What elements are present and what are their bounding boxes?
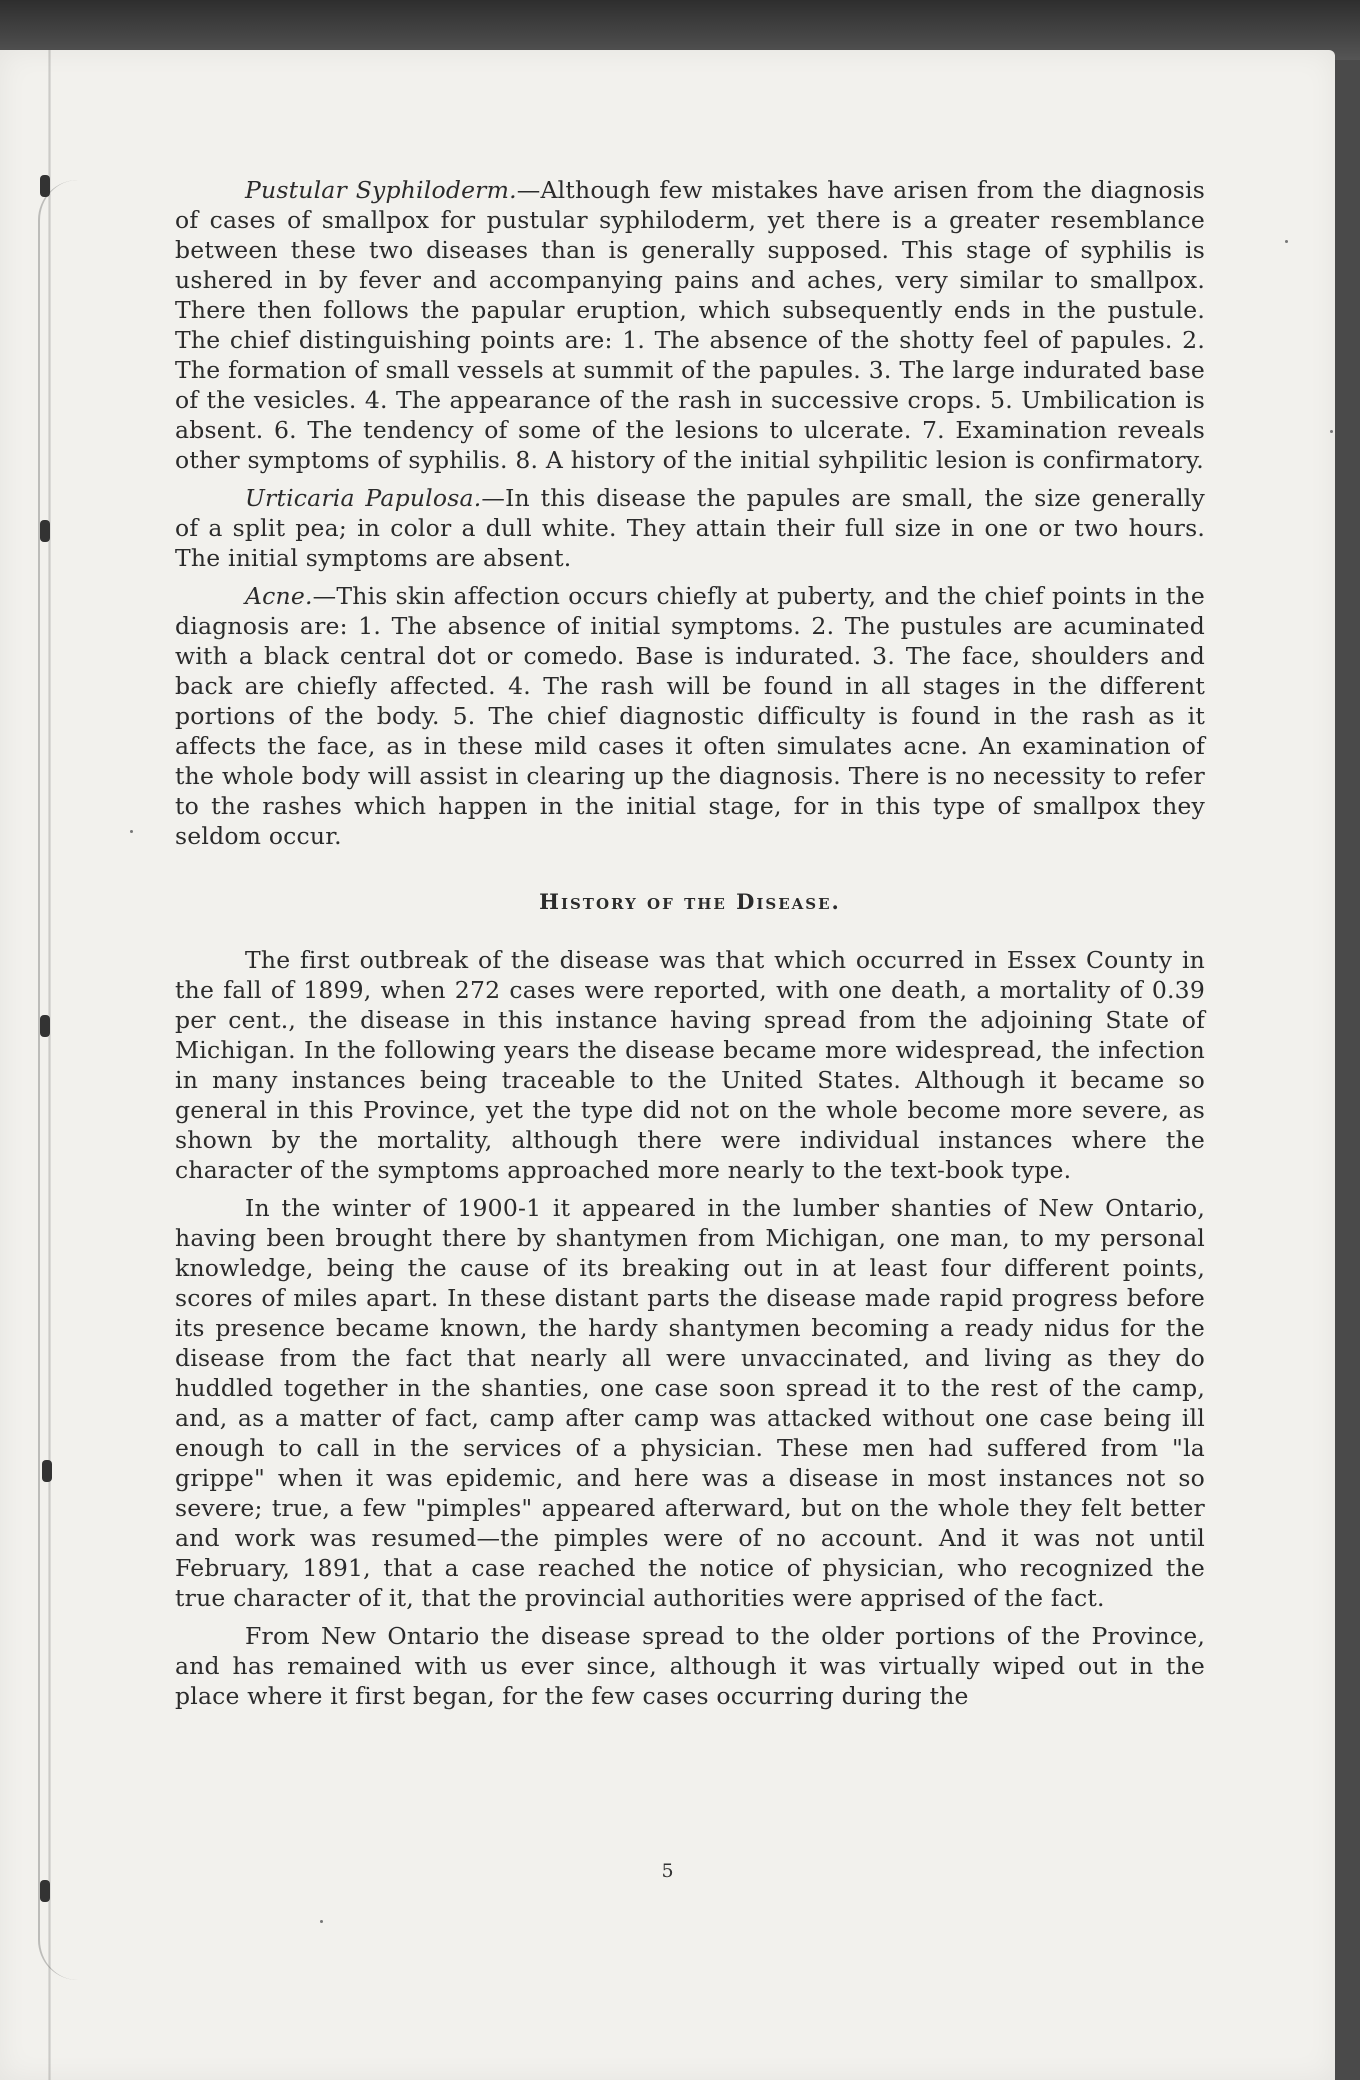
paragraph-text: —This skin affection occurs chiefly at puberty, and the chief points in the diagnosis are: 1. The absence of initial symptoms. 2. The pustules are acuminated with a black central dot or comedo. Base is indurated. 3. The face, shoulders and back are chiefly affected. 4. The rash will be found in all stages in the different portions of the body. 5. The chief diagnostic difficulty is found in the rash as it affects the face, as in these mild cases it often simulates acne. An examination of the whole body will assist in clearing up the diagnosis. There is no necessity to refer to the rashes which happen in the initial stage, for in this type of smallpox they seldom occur. xyxy=(175,582,1205,850)
paragraph-acne xyxy=(175,581,1205,851)
binding-hole xyxy=(40,175,50,197)
paragraph-text: —In this disease the papules are small, the size generally of a split pea; in color a dull white. They attain their full size in one or two hours. The initial symptoms are absent. xyxy=(175,484,1205,572)
paragraph-lead: Acne. xyxy=(245,582,313,610)
body-text xyxy=(175,175,1205,1719)
binding-hole xyxy=(40,520,50,542)
paragraph-spread: From New Ontario the disease spread to the older portions of the Province, and has remained with us ever since, although it was virtually wiped out in the place where it first began, for the few cases occurring during the xyxy=(175,1622,1205,1710)
paragraph-first-outbreak: The first outbreak of the disease was that which occurred in Essex County in the fall of 1899, when 272 cases were reported, with one death, a mortality of 0.39 per cent., the disease in this instance having spread from the adjoining State of Michigan. In the following years the disease became more widespread, the infection in many instances being traceable to the United States. Although it became so general in this Province, yet the type did not on the whole become more severe, as shown by the mortality, although there were individual instances where the character of the symptoms approached more nearly to the text-book type. xyxy=(175,946,1205,1184)
scan-speck xyxy=(320,1920,323,1923)
page-number: 5 xyxy=(661,1860,674,1882)
document-page xyxy=(0,50,1335,2080)
scan-speck xyxy=(130,830,133,833)
paragraph-new-ontario: In the winter of 1900-1 it appeared in the lumber shanties of New Ontario, having been brought there by shantymen from Michigan, one man, to my personal knowledge, being the cause of its breaking out in at least four different points, scores of miles apart. In these distant parts the disease made rapid progress before its presence became known, the hardy shantymen becoming a ready nidus for the disease from the fact that nearly all were unvaccinated, and living as they do huddled together in the shanties, one case soon spread it to the rest of the camp, and, as a matter of fact, camp after camp was attacked without one case being ill enough to call in the services of a physician. These men had suffered from "la grippe" when it was epidemic, and here was a disease in most instances not so severe; true, a few "pimples" appeared afterward, but on the whole they felt better and work was resumed—the pimples were of no account. And it was not until February, 1891, that a case reached the notice of physician, who recognized the true character of it, that the provincial authorities were apprised of the fact. xyxy=(175,1194,1205,1612)
paragraph-urticaria-papulosa xyxy=(175,483,1205,573)
binding-hole xyxy=(40,1880,50,1902)
paragraph-lead: Pustular Syphiloderm. xyxy=(245,176,517,204)
section-heading: History of the Disease. xyxy=(539,889,841,914)
scan-speck xyxy=(1330,430,1333,433)
binding-thread xyxy=(38,180,80,1980)
binding-hole xyxy=(40,1015,50,1037)
binding-hole xyxy=(42,1460,52,1482)
scan-speck xyxy=(1285,240,1288,243)
paragraph-text: —Although few mistakes have arisen from the diagnosis of cases of smallpox for pustular syphiloderm, yet there is a greater resemblance between these two diseases than is generally supposed. This stage of syphilis is ushered in by fever and accompanying pains and aches, very similar to smallpox. There then follows the papular eruption, which subsequently ends in the pustule. The chief distinguishing points are: 1. The absence of the shotty feel of papules. 2. The formation of small vessels at summit of the papules. 3. The large indurated base of the vesicles. 4. The appearance of the rash in successive crops. 5. Umbilication is absent. 6. The tendency of some of the lesions to ulcerate. 7. Examination reveals other symptoms of syphilis. 8. A history of the initial syhpilitic lesion is confirmatory. xyxy=(175,176,1205,474)
paragraph-pustular-syphiloderm xyxy=(175,175,1205,475)
paragraph-lead: Urticaria Papulosa. xyxy=(245,484,482,512)
